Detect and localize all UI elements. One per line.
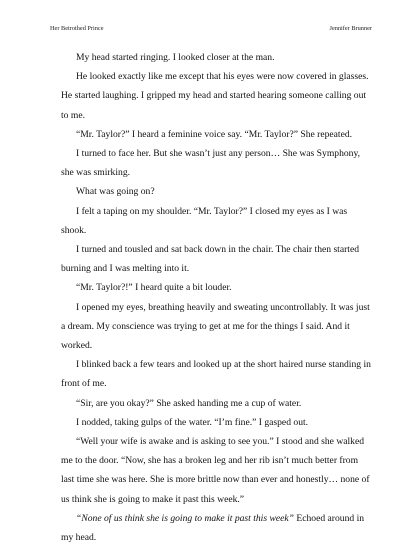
paragraph: “Mr. Taylor?” I heard a feminine voice say. “Mr. Taylor?” She repeated. [76,128,353,140]
paragraph: “Sir, are you okay?” She asked handing me a cup of water. [76,397,302,409]
paragraph-final [61,509,373,547]
paragraph-tail: Echoed around in my head. [61,512,365,544]
paragraph: I felt a taping on my shoulder. “Mr. Taylor?” I closed my eyes as I was shook. [61,205,348,236]
italic-quote: “None of us think she is going to make it past this week” [76,512,294,524]
body-text [61,48,373,547]
paragraph: I nodded, taking gulps of the water. “I’m fine.” I gasped out. [76,416,309,428]
paragraph: “Well your wife is awake and is asking to see you.” I stood and she walked me to the door. “Now, she has a broken leg and her rib isn’t much better from last time she was here. She is more brittle now than ever and honestly… none of us think she is going to make it past this week.” [61,436,370,505]
header-author: Jennifer Brunner [329,25,372,32]
paragraph: I opened my eyes, breathing heavily and sweating uncontrollably. It was just a dream. My conscience was trying to get at me for the things I said. And it worked. [61,301,370,352]
paragraph: I blinked back a few tears and looked up at the short haired nurse standing in front of me. [61,359,371,390]
paragraph: He looked exactly like me except that his eyes were now covered in glasses. He started laughing. I gripped my head and started hearing someone calling out to me. [61,71,369,121]
header-book-title: Her Betrothed Prince [50,25,104,32]
paragraph: My head started ringing. I looked closer at the man. [76,52,275,63]
paragraph: “Mr. Taylor?!” I heard quite a bit louder. [76,282,232,294]
paragraph: What was going on? [76,186,155,198]
paragraph: I turned and tousled and sat back down in the chair. The chair then started burning and I was melting into it. [61,244,360,275]
paragraph: I turned to face her. But she wasn’t just any person… She was Symphony, she was smirking. [61,148,361,179]
running-header [50,25,372,33]
